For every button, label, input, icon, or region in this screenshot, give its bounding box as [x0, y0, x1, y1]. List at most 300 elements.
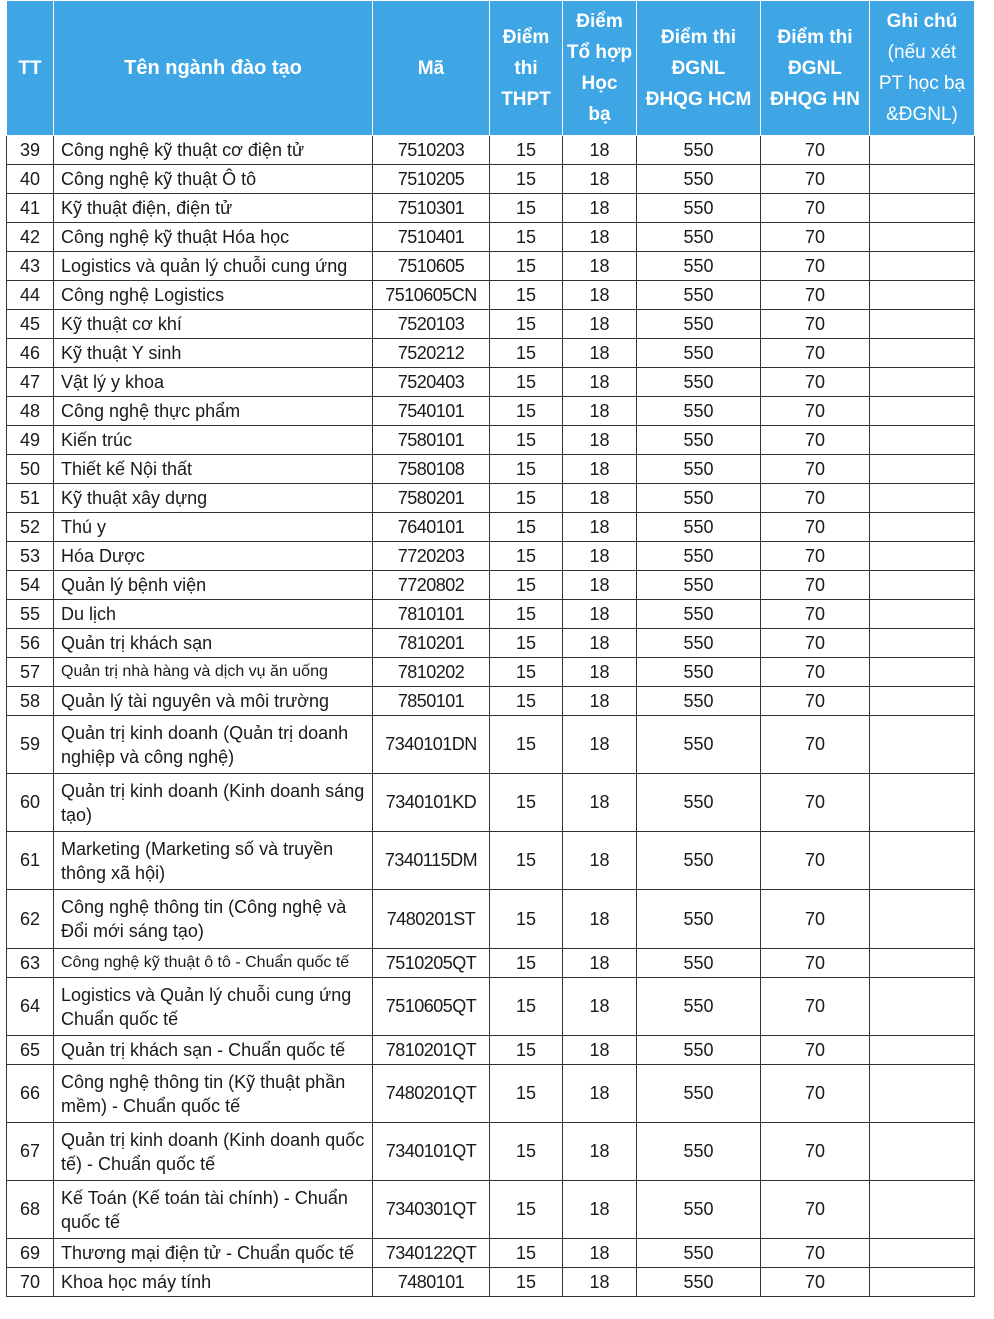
program-code: 7480201QT: [373, 1065, 490, 1123]
note-cell: [870, 629, 975, 658]
thpt-score: 15: [490, 484, 563, 513]
program-code: 7520103: [373, 310, 490, 339]
dgnl-hn-score: 70: [761, 1123, 870, 1181]
table-row: [7, 687, 975, 716]
program-code: 7810202: [373, 658, 490, 687]
note-cell: [870, 949, 975, 978]
program-name: Quản trị kinh doanh (Kinh doanh sáng tạo): [54, 774, 373, 832]
table-row: [7, 542, 975, 571]
thpt-score: 15: [490, 136, 563, 165]
row-number: 64: [7, 978, 54, 1036]
program-code: 7810201: [373, 629, 490, 658]
note-cell: [870, 978, 975, 1036]
row-number: 55: [7, 600, 54, 629]
note-cell: [870, 281, 975, 310]
dgnl-hn-score: 70: [761, 978, 870, 1036]
header-thpt-line: thi: [514, 57, 538, 79]
row-number: 68: [7, 1181, 54, 1239]
row-number: 54: [7, 571, 54, 600]
dgnl-hn-score: 70: [761, 223, 870, 252]
dgnl-hcm-score: 550: [637, 426, 761, 455]
program-code: 7480101: [373, 1268, 490, 1297]
hocba-score: 18: [563, 397, 637, 426]
dgnl-hn-score: 70: [761, 455, 870, 484]
program-code: 7580108: [373, 455, 490, 484]
thpt-score: 15: [490, 687, 563, 716]
note-cell: [870, 1036, 975, 1065]
admission-score-table: [6, 0, 975, 1297]
note-cell: [870, 310, 975, 339]
row-number: 58: [7, 687, 54, 716]
row-number: 66: [7, 1065, 54, 1123]
dgnl-hn-score: 70: [761, 397, 870, 426]
dgnl-hcm-score: 550: [637, 252, 761, 281]
hocba-score: 18: [563, 600, 637, 629]
dgnl-hn-score: 70: [761, 716, 870, 774]
table-row: [7, 339, 975, 368]
header-thpt-line: Điểm: [502, 26, 550, 48]
thpt-score: 15: [490, 1065, 563, 1123]
header-note-line: (nếu xét: [887, 42, 957, 63]
note-cell: [870, 1268, 975, 1297]
dgnl-hcm-score: 550: [637, 658, 761, 687]
dgnl-hcm-score: 550: [637, 600, 761, 629]
dgnl-hn-score: 70: [761, 600, 870, 629]
header-note-line: Ghi chú: [886, 11, 958, 32]
program-code: 7510401: [373, 223, 490, 252]
dgnl-hcm-score: 550: [637, 1036, 761, 1065]
header-hn-line: ĐGNL: [788, 57, 842, 79]
table-row: [7, 310, 975, 339]
dgnl-hn-score: 70: [761, 1036, 870, 1065]
thpt-score: 15: [490, 716, 563, 774]
note-cell: [870, 368, 975, 397]
thpt-score: 15: [490, 165, 563, 194]
row-number: 67: [7, 1123, 54, 1181]
dgnl-hn-score: 70: [761, 252, 870, 281]
program-name: Công nghệ thông tin (Kỹ thuật phần mềm) - Chuẩn quốc tế: [54, 1065, 373, 1123]
row-number: 70: [7, 1268, 54, 1297]
program-code: 7340101KD: [373, 774, 490, 832]
hocba-score: 18: [563, 774, 637, 832]
table-row: [7, 223, 975, 252]
hocba-score: 18: [563, 658, 637, 687]
table-row: [7, 426, 975, 455]
header-hcm-line: ĐHQG HCM: [645, 88, 752, 110]
table-row: [7, 194, 975, 223]
thpt-score: 15: [490, 281, 563, 310]
program-code: 7810201QT: [373, 1036, 490, 1065]
table-row: [7, 1268, 975, 1297]
hocba-score: 18: [563, 629, 637, 658]
dgnl-hcm-score: 550: [637, 281, 761, 310]
row-number: 39: [7, 136, 54, 165]
program-name: Thiết kế Nội thất: [54, 455, 373, 484]
dgnl-hn-score: 70: [761, 339, 870, 368]
header-note-line: PT học bạ: [878, 73, 966, 94]
thpt-score: 15: [490, 194, 563, 223]
note-cell: [870, 600, 975, 629]
table-row: [7, 600, 975, 629]
table-row: [7, 978, 975, 1036]
table-row: [7, 397, 975, 426]
thpt-score: 15: [490, 339, 563, 368]
program-name: Quản trị nhà hàng và dịch vụ ăn uống: [54, 658, 373, 687]
row-number: 43: [7, 252, 54, 281]
header-dgnl-hcm: [637, 1, 761, 136]
table-row: [7, 368, 975, 397]
table-row: [7, 513, 975, 542]
thpt-score: 15: [490, 368, 563, 397]
thpt-score: 15: [490, 252, 563, 281]
dgnl-hcm-score: 550: [637, 165, 761, 194]
note-cell: [870, 426, 975, 455]
program-name: Quản trị khách sạn - Chuẩn quốc tế: [54, 1036, 373, 1065]
program-name: Kỹ thuật điện, điện tử: [54, 194, 373, 223]
thpt-score: 15: [490, 1123, 563, 1181]
dgnl-hcm-score: 550: [637, 571, 761, 600]
dgnl-hcm-score: 550: [637, 949, 761, 978]
row-number: 42: [7, 223, 54, 252]
row-number: 53: [7, 542, 54, 571]
dgnl-hn-score: 70: [761, 1268, 870, 1297]
thpt-score: 15: [490, 397, 563, 426]
row-number: 51: [7, 484, 54, 513]
row-number: 41: [7, 194, 54, 223]
hocba-score: 18: [563, 1065, 637, 1123]
dgnl-hcm-score: 550: [637, 223, 761, 252]
header-note: [870, 1, 975, 136]
thpt-score: 15: [490, 1268, 563, 1297]
thpt-score: 15: [490, 1239, 563, 1268]
note-cell: [870, 774, 975, 832]
dgnl-hcm-score: 550: [637, 397, 761, 426]
note-cell: [870, 223, 975, 252]
note-cell: [870, 571, 975, 600]
table-row: [7, 658, 975, 687]
program-code: 7520403: [373, 368, 490, 397]
program-name: Marketing (Marketing số và truyền thông xã hội): [54, 832, 373, 890]
hocba-score: 18: [563, 513, 637, 542]
program-code: 7520212: [373, 339, 490, 368]
table-row: [7, 165, 975, 194]
dgnl-hcm-score: 550: [637, 716, 761, 774]
dgnl-hcm-score: 550: [637, 310, 761, 339]
row-number: 63: [7, 949, 54, 978]
note-cell: [870, 165, 975, 194]
program-code: 7340122QT: [373, 1239, 490, 1268]
program-name: Kỹ thuật cơ khí: [54, 310, 373, 339]
program-name: Kỹ thuật Y sinh: [54, 339, 373, 368]
dgnl-hn-score: 70: [761, 281, 870, 310]
note-cell: [870, 455, 975, 484]
hocba-score: 18: [563, 1036, 637, 1065]
program-code: 7510605QT: [373, 978, 490, 1036]
dgnl-hcm-score: 550: [637, 136, 761, 165]
note-cell: [870, 136, 975, 165]
hocba-score: 18: [563, 339, 637, 368]
dgnl-hcm-score: 550: [637, 774, 761, 832]
program-code: 7640101: [373, 513, 490, 542]
dgnl-hcm-score: 550: [637, 194, 761, 223]
dgnl-hn-score: 70: [761, 774, 870, 832]
row-number: 57: [7, 658, 54, 687]
hocba-score: 18: [563, 194, 637, 223]
program-name: Công nghệ thực phẩm: [54, 397, 373, 426]
table-row: [7, 1036, 975, 1065]
thpt-score: 15: [490, 629, 563, 658]
thpt-score: 15: [490, 542, 563, 571]
thpt-score: 15: [490, 978, 563, 1036]
program-name: Kế Toán (Kế toán tài chính) - Chuẩn quốc tế: [54, 1181, 373, 1239]
program-name: Quản trị khách sạn: [54, 629, 373, 658]
dgnl-hn-score: 70: [761, 542, 870, 571]
program-code: 7580101: [373, 426, 490, 455]
thpt-score: 15: [490, 600, 563, 629]
thpt-score: 15: [490, 890, 563, 949]
dgnl-hn-score: 70: [761, 426, 870, 455]
dgnl-hcm-score: 550: [637, 1065, 761, 1123]
thpt-score: 15: [490, 455, 563, 484]
table-row: [7, 890, 975, 949]
header-thpt-line: THPT: [501, 88, 551, 110]
note-cell: [870, 484, 975, 513]
row-number: 60: [7, 774, 54, 832]
program-name: Logistics và quản lý chuỗi cung ứng: [54, 252, 373, 281]
header-thpt: [490, 1, 563, 136]
dgnl-hn-score: 70: [761, 484, 870, 513]
program-name: Công nghệ kỹ thuật Hóa học: [54, 223, 373, 252]
header-hocba: [563, 1, 637, 136]
thpt-score: 15: [490, 513, 563, 542]
hocba-score: 18: [563, 368, 637, 397]
note-cell: [870, 252, 975, 281]
row-number: 59: [7, 716, 54, 774]
program-code: 7480201ST: [373, 890, 490, 949]
note-cell: [870, 194, 975, 223]
thpt-score: 15: [490, 1036, 563, 1065]
admission-score-sheet: [6, 0, 974, 1297]
note-cell: [870, 542, 975, 571]
row-number: 47: [7, 368, 54, 397]
program-name: Kiến trúc: [54, 426, 373, 455]
note-cell: [870, 890, 975, 949]
hocba-score: 18: [563, 281, 637, 310]
table-row: [7, 629, 975, 658]
program-name: Công nghệ kỹ thuật ô tô - Chuẩn quốc tế: [54, 949, 373, 978]
hocba-score: 18: [563, 426, 637, 455]
program-code: 7810101: [373, 600, 490, 629]
header-code: Mã: [373, 1, 490, 136]
note-cell: [870, 397, 975, 426]
program-name: Khoa học máy tính: [54, 1268, 373, 1297]
program-name: Thương mại điện tử - Chuẩn quốc tế: [54, 1239, 373, 1268]
program-name: Hóa Dược: [54, 542, 373, 571]
row-number: 45: [7, 310, 54, 339]
hocba-score: 18: [563, 542, 637, 571]
row-number: 61: [7, 832, 54, 890]
hocba-score: 18: [563, 252, 637, 281]
table-row: [7, 1239, 975, 1268]
header-hn-line: Điểm thi: [777, 26, 853, 48]
program-name: Thú y: [54, 513, 373, 542]
dgnl-hn-score: 70: [761, 687, 870, 716]
dgnl-hcm-score: 550: [637, 484, 761, 513]
program-code: 7580201: [373, 484, 490, 513]
hocba-score: 18: [563, 1181, 637, 1239]
table-row: [7, 1123, 975, 1181]
dgnl-hcm-score: 550: [637, 455, 761, 484]
thpt-score: 15: [490, 223, 563, 252]
program-name: Công nghệ kỹ thuật Ô tô: [54, 165, 373, 194]
table-row: [7, 281, 975, 310]
table-row: [7, 716, 975, 774]
program-code: 7850101: [373, 687, 490, 716]
dgnl-hn-score: 70: [761, 658, 870, 687]
dgnl-hcm-score: 550: [637, 1239, 761, 1268]
dgnl-hn-score: 70: [761, 1239, 870, 1268]
dgnl-hn-score: 70: [761, 165, 870, 194]
program-code: 7510203: [373, 136, 490, 165]
table-row: [7, 949, 975, 978]
thpt-score: 15: [490, 426, 563, 455]
program-name: Du lịch: [54, 600, 373, 629]
note-cell: [870, 339, 975, 368]
dgnl-hn-score: 70: [761, 890, 870, 949]
hocba-score: 18: [563, 571, 637, 600]
row-number: 44: [7, 281, 54, 310]
hocba-score: 18: [563, 832, 637, 890]
dgnl-hn-score: 70: [761, 629, 870, 658]
table-body: [7, 136, 975, 1297]
program-name: Quản trị kinh doanh (Quản trị doanh nghiệp và công nghệ): [54, 716, 373, 774]
header-hocba-line: Học: [581, 73, 618, 94]
header-hocba-line: Tổ hợp: [566, 42, 633, 63]
dgnl-hn-score: 70: [761, 571, 870, 600]
table-header: [7, 1, 975, 136]
header-note-line: &ĐGNL): [886, 104, 958, 125]
dgnl-hn-score: 70: [761, 310, 870, 339]
table-row: [7, 571, 975, 600]
dgnl-hcm-score: 550: [637, 629, 761, 658]
dgnl-hcm-score: 550: [637, 1268, 761, 1297]
dgnl-hn-score: 70: [761, 194, 870, 223]
dgnl-hn-score: 70: [761, 513, 870, 542]
program-name: Vật lý y khoa: [54, 368, 373, 397]
hocba-score: 18: [563, 949, 637, 978]
note-cell: [870, 1065, 975, 1123]
dgnl-hn-score: 70: [761, 832, 870, 890]
dgnl-hn-score: 70: [761, 368, 870, 397]
header-hcm-line: ĐGNL: [671, 57, 726, 79]
program-code: 7720203: [373, 542, 490, 571]
thpt-score: 15: [490, 310, 563, 339]
note-cell: [870, 687, 975, 716]
thpt-score: 15: [490, 949, 563, 978]
program-name: Logistics và Quản lý chuỗi cung ứng Chuẩn quốc tế: [54, 978, 373, 1036]
thpt-score: 15: [490, 832, 563, 890]
header-hocba-line: Điểm: [576, 11, 623, 32]
row-number: 52: [7, 513, 54, 542]
note-cell: [870, 1181, 975, 1239]
program-name: Quản lý bệnh viện: [54, 571, 373, 600]
program-name: Công nghệ thông tin (Công nghệ và Đổi mới sáng tạo): [54, 890, 373, 949]
note-cell: [870, 658, 975, 687]
note-cell: [870, 832, 975, 890]
dgnl-hcm-score: 550: [637, 1123, 761, 1181]
program-code: 7340301QT: [373, 1181, 490, 1239]
program-code: 7720802: [373, 571, 490, 600]
table-row: [7, 484, 975, 513]
program-code: 7510605: [373, 252, 490, 281]
header-tt: TT: [7, 1, 54, 136]
table-row: [7, 136, 975, 165]
table-row: [7, 832, 975, 890]
dgnl-hcm-score: 550: [637, 542, 761, 571]
thpt-score: 15: [490, 774, 563, 832]
header-dgnl-hn: [761, 1, 870, 136]
dgnl-hn-score: 70: [761, 1065, 870, 1123]
dgnl-hcm-score: 550: [637, 339, 761, 368]
hocba-score: 18: [563, 1268, 637, 1297]
row-number: 69: [7, 1239, 54, 1268]
thpt-score: 15: [490, 658, 563, 687]
hocba-score: 18: [563, 165, 637, 194]
note-cell: [870, 1123, 975, 1181]
hocba-score: 18: [563, 136, 637, 165]
dgnl-hcm-score: 550: [637, 687, 761, 716]
dgnl-hcm-score: 550: [637, 513, 761, 542]
hocba-score: 18: [563, 1123, 637, 1181]
dgnl-hn-score: 70: [761, 1181, 870, 1239]
program-code: 7340101DN: [373, 716, 490, 774]
program-name: Công nghệ Logistics: [54, 281, 373, 310]
program-name: Kỹ thuật xây dựng: [54, 484, 373, 513]
thpt-score: 15: [490, 1181, 563, 1239]
program-code: 7510605CN: [373, 281, 490, 310]
program-code: 7510205QT: [373, 949, 490, 978]
hocba-score: 18: [563, 978, 637, 1036]
table-row: [7, 1065, 975, 1123]
dgnl-hcm-score: 550: [637, 890, 761, 949]
hocba-score: 18: [563, 455, 637, 484]
program-name: Quản lý tài nguyên và môi trường: [54, 687, 373, 716]
row-number: 65: [7, 1036, 54, 1065]
thpt-score: 15: [490, 571, 563, 600]
header-hn-line: ĐHQG HN: [770, 88, 860, 110]
note-cell: [870, 716, 975, 774]
row-number: 46: [7, 339, 54, 368]
hocba-score: 18: [563, 890, 637, 949]
program-name: Công nghệ kỹ thuật cơ điện tử: [54, 136, 373, 165]
program-code: 7510205: [373, 165, 490, 194]
row-number: 50: [7, 455, 54, 484]
program-code: 7510301: [373, 194, 490, 223]
row-number: 49: [7, 426, 54, 455]
dgnl-hcm-score: 550: [637, 1181, 761, 1239]
program-code: 7340101QT: [373, 1123, 490, 1181]
table-row: [7, 455, 975, 484]
table-row: [7, 1181, 975, 1239]
table-row: [7, 252, 975, 281]
dgnl-hcm-score: 550: [637, 832, 761, 890]
dgnl-hn-score: 70: [761, 136, 870, 165]
program-code: 7340115DM: [373, 832, 490, 890]
hocba-score: 18: [563, 687, 637, 716]
dgnl-hcm-score: 550: [637, 978, 761, 1036]
hocba-score: 18: [563, 716, 637, 774]
hocba-score: 18: [563, 1239, 637, 1268]
